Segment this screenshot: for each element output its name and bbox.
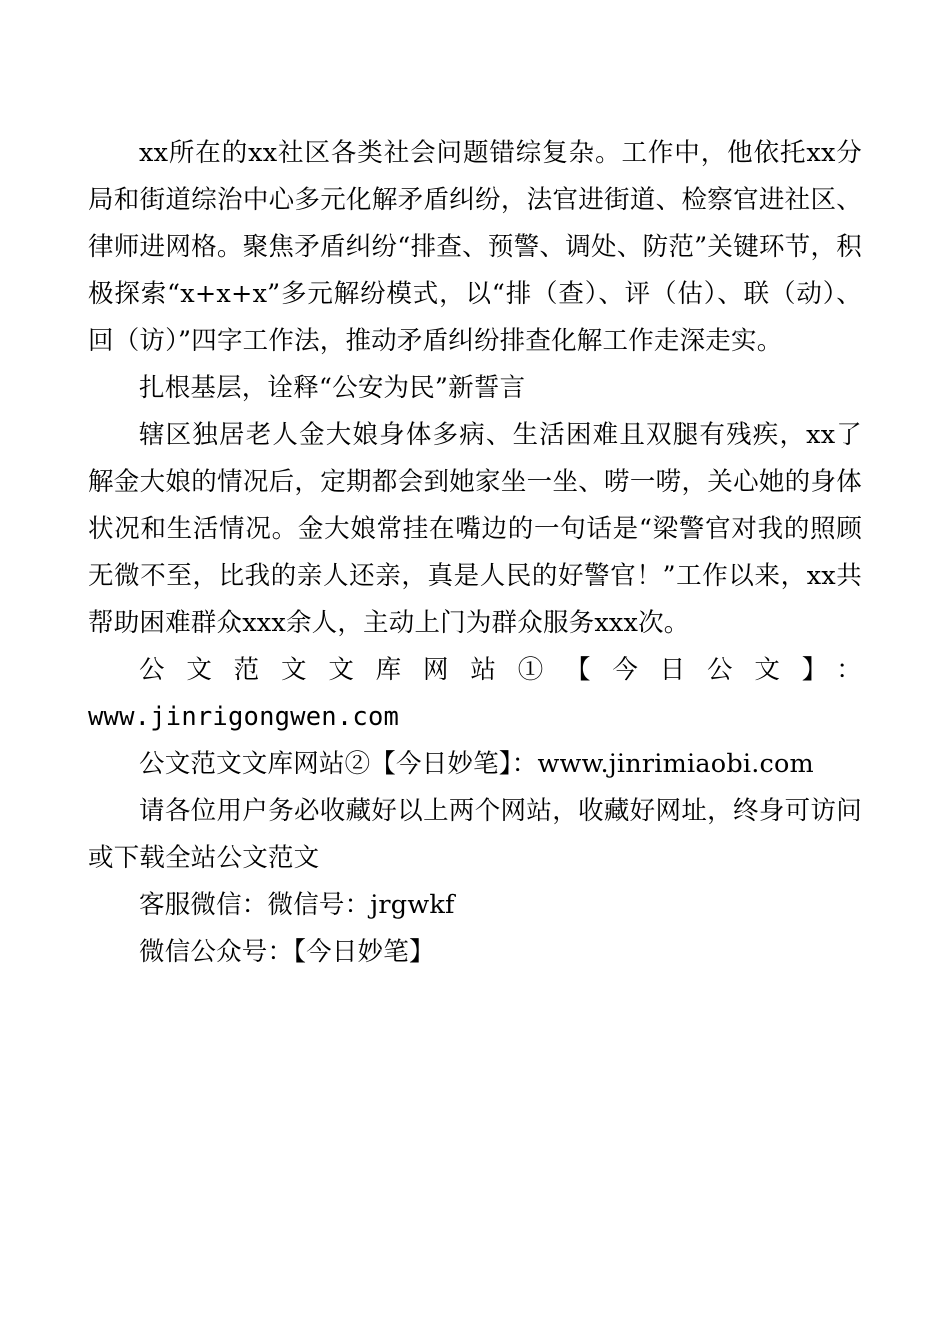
paragraph-wechat-service: 客服微信：微信号：jrgwkf xyxy=(139,890,455,920)
paragraph-bookmark-notice: 请各位用户务必收藏好以上两个网站，收藏好网址，终身可访问或下载全站公文范文 xyxy=(88,796,862,873)
paragraph-website-one-url: www.jinrigongwen.com xyxy=(88,702,400,732)
paragraph-website-one-label: 公文范文文库网站①【今日公文】： xyxy=(139,655,862,685)
paragraph-website-two: 公文范文文库网站②【今日妙笔】：www.jinrimiaobi.com xyxy=(139,749,814,779)
paragraph-wechat-official-account: 微信公众号：【今日妙笔】 xyxy=(139,937,435,967)
paragraph-community-governance: xx所在的xx社区各类社会问题错综复杂。工作中，他依托xx分局和街道综治中心多元化解矛盾纠纷，法官进街道、检察官进社区、律师进网格。聚焦矛盾纠纷“排查、预警、调处、防范”关键环节，积极探索“x+x+x”多元解纷模式，以“排（查）、评（估）、联（动）、回（访）”四字工作法，推动矛盾纠纷排查化解工作走深走实。 xyxy=(88,138,862,356)
paragraph-elderly-care-story: 辖区独居老人金大娘身体多病、生活困难且双腿有残疾，xx了解金大娘的情况后，定期都会到她家坐一坐、唠一唠，关心她的身体状况和生活情况。金大娘常挂在嘴边的一句话是“梁警官对我的照顾无微不至，比我的亲人还亲，真是人民的好警官！”工作以来，xx共帮助困难群众xxx余人，主动上门为群众服务xxx次。 xyxy=(88,420,862,638)
document-body xyxy=(88,130,862,976)
paragraph-section-heading: 扎根基层，诠释“公安为民”新誓言 xyxy=(139,373,526,403)
